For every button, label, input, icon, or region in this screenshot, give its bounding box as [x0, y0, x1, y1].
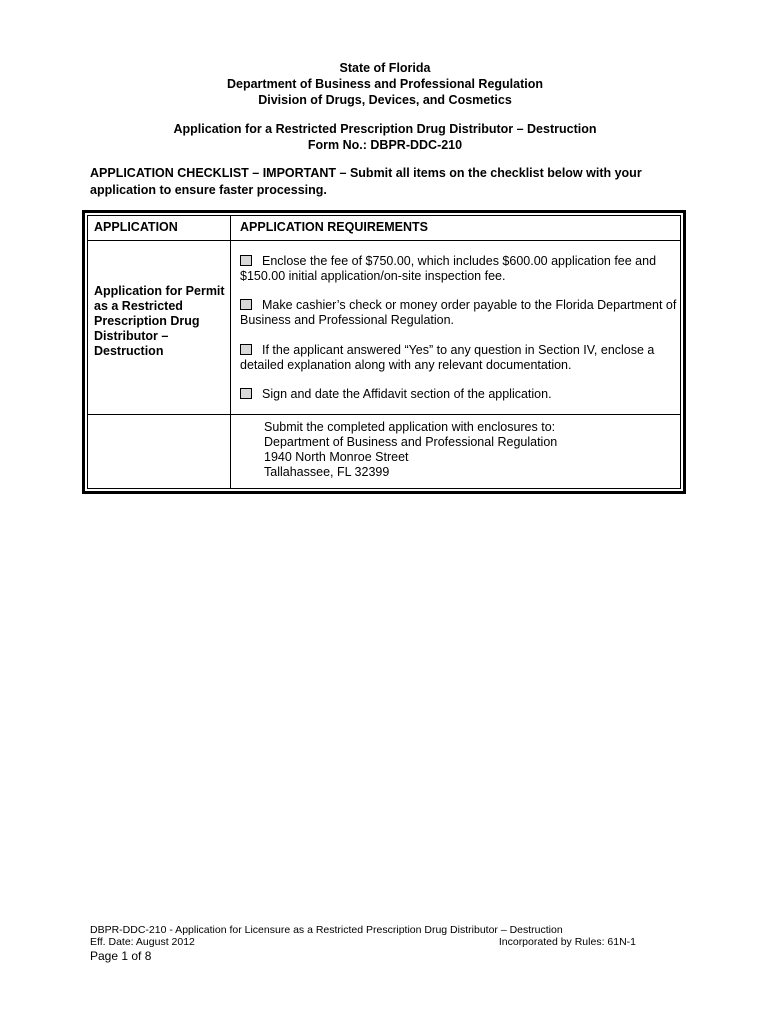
page-footer: [90, 924, 636, 962]
state-name: State of Florida: [339, 61, 431, 75]
checkbox-fee[interactable]: [240, 255, 252, 266]
submit-street: 1940 North Monroe Street: [264, 450, 409, 464]
submit-department: Department of Business and Professional Regulation: [264, 435, 558, 449]
column-header-application: APPLICATION: [94, 220, 178, 234]
form-number: Form No.: DBPR-DDC-210: [307, 138, 463, 152]
department-name: Department of Business and Professional Regulation: [226, 77, 544, 91]
requirement-text-section-iv: If the applicant answered “Yes” to any question in Section IV, enclose a detailed explanation along with any relevant documentation.: [240, 343, 655, 372]
checkbox-payment[interactable]: [240, 299, 252, 310]
footer-form-line: DBPR-DDC-210 - Application for Licensure as a Restricted Prescription Drug Distributor – Destruction: [90, 924, 563, 936]
header-block: [0, 60, 770, 108]
submit-city: Tallahassee, FL 32399: [264, 465, 390, 479]
checklist-intro: APPLICATION CHECKLIST – IMPORTANT – Submit all items on the checklist below with your application to ensure faster processing.: [90, 166, 642, 197]
requirements-table: [82, 210, 686, 494]
column-header-requirements: APPLICATION REQUIREMENTS: [240, 220, 428, 234]
title-block: [0, 121, 770, 153]
page-number: Page 1 of 8: [90, 949, 152, 963]
requirement-item: [240, 387, 680, 402]
application-label: Application for Permit as a Restricted Prescription Drug Distributor – Destruction: [94, 284, 225, 358]
checkbox-affidavit[interactable]: [240, 388, 252, 399]
requirement-text-fee: Enclose the fee of $750.00, which includes $600.00 application fee and $150.00 initial application/on-site inspection fee.: [240, 254, 657, 283]
footer-eff-date: Eff. Date: August 2012: [90, 936, 195, 948]
table-inner-border: [87, 215, 681, 489]
row-divider: [88, 414, 680, 415]
column-divider: [230, 216, 231, 488]
form-title: Application for a Restricted Prescription Drug Distributor – Destruction: [173, 122, 597, 136]
checkbox-section-iv[interactable]: [240, 344, 252, 355]
requirement-item: [240, 343, 680, 373]
requirement-text-payment: Make cashier’s check or money order payable to the Florida Department of Business and Professional Regulation.: [240, 298, 677, 327]
requirement-text-affidavit: Sign and date the Affidavit section of the application.: [262, 387, 552, 401]
requirement-item: [240, 254, 680, 284]
footer-rules: Incorporated by Rules: 61N-1: [498, 936, 636, 948]
division-name: Division of Drugs, Devices, and Cosmetics: [258, 93, 512, 107]
submit-instruction: Submit the completed application with enclosures to:: [264, 420, 556, 434]
requirement-item: [240, 298, 680, 328]
submit-address-block: [264, 420, 664, 480]
table-header-row: [88, 216, 680, 241]
